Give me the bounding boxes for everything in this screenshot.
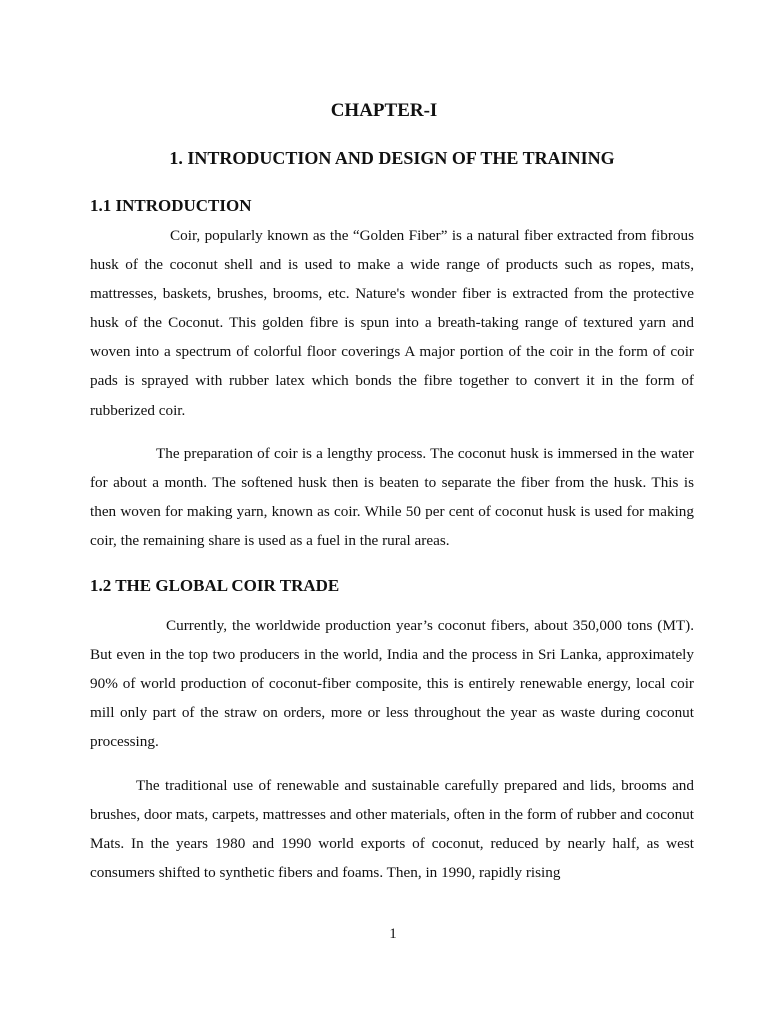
section-heading-introduction: 1.1 INTRODUCTION	[90, 196, 252, 215]
paragraph: The preparation of coir is a lengthy process. The coconut husk is immersed in the water for about a month. The softened husk then is beaten to separate the fiber from the husk. This is then woven for making yarn, known as coir. While 50 per cent of coconut husk is used for making coir, the remaining share is used as a fuel in the rural areas.	[90, 445, 694, 550]
chapter-label: CHAPTER-I	[330, 100, 438, 121]
page-number: 1	[389, 926, 397, 942]
paragraph: The traditional use of renewable and sustainable carefully prepared and lids, brooms and brushes, door mats, carpets, mattresses and other materials, often in the form of rubber and coconut Mats. In the years 1980 and 1990 world exports of coconut, reduced by nearly half, as west consumers shifted to synthetic fibers and foams. Then, in 1990, rapidly rising	[90, 777, 694, 882]
chapter-title: 1. INTRODUCTION AND DESIGN OF THE TRAINING	[169, 148, 615, 168]
paragraph: Currently, the worldwide production year’s coconut fibers, about 350,000 tons (MT). But even in the top two producers in the world, India and the process in Sri Lanka, approximately 90% of world production of coconut-fiber composite, this is entirely renewable energy, local coir mill only part of the straw on orders, more or less throughout the year as waste during coconut processing.	[90, 617, 694, 751]
section-heading-global-coir-trade: 1.2 THE GLOBAL COIR TRADE	[90, 576, 340, 595]
paragraph: Coir, popularly known as the “Golden Fiber” is a natural fiber extracted from fibrous husk of the coconut shell and is used to make a wide range of products such as ropes, mats, mattresses, baskets, brushes, brooms, etc. Nature's wonder fiber is extracted from the protective husk of the Coconut. This golden fibre is spun into a breath-taking range of textured yarn and woven into a spectrum of colorful floor coverings A major portion of the coir in the form of coir pads is sprayed with rubber latex which bonds the fibre together to convert it in the form of rubberized coir.	[90, 227, 694, 419]
